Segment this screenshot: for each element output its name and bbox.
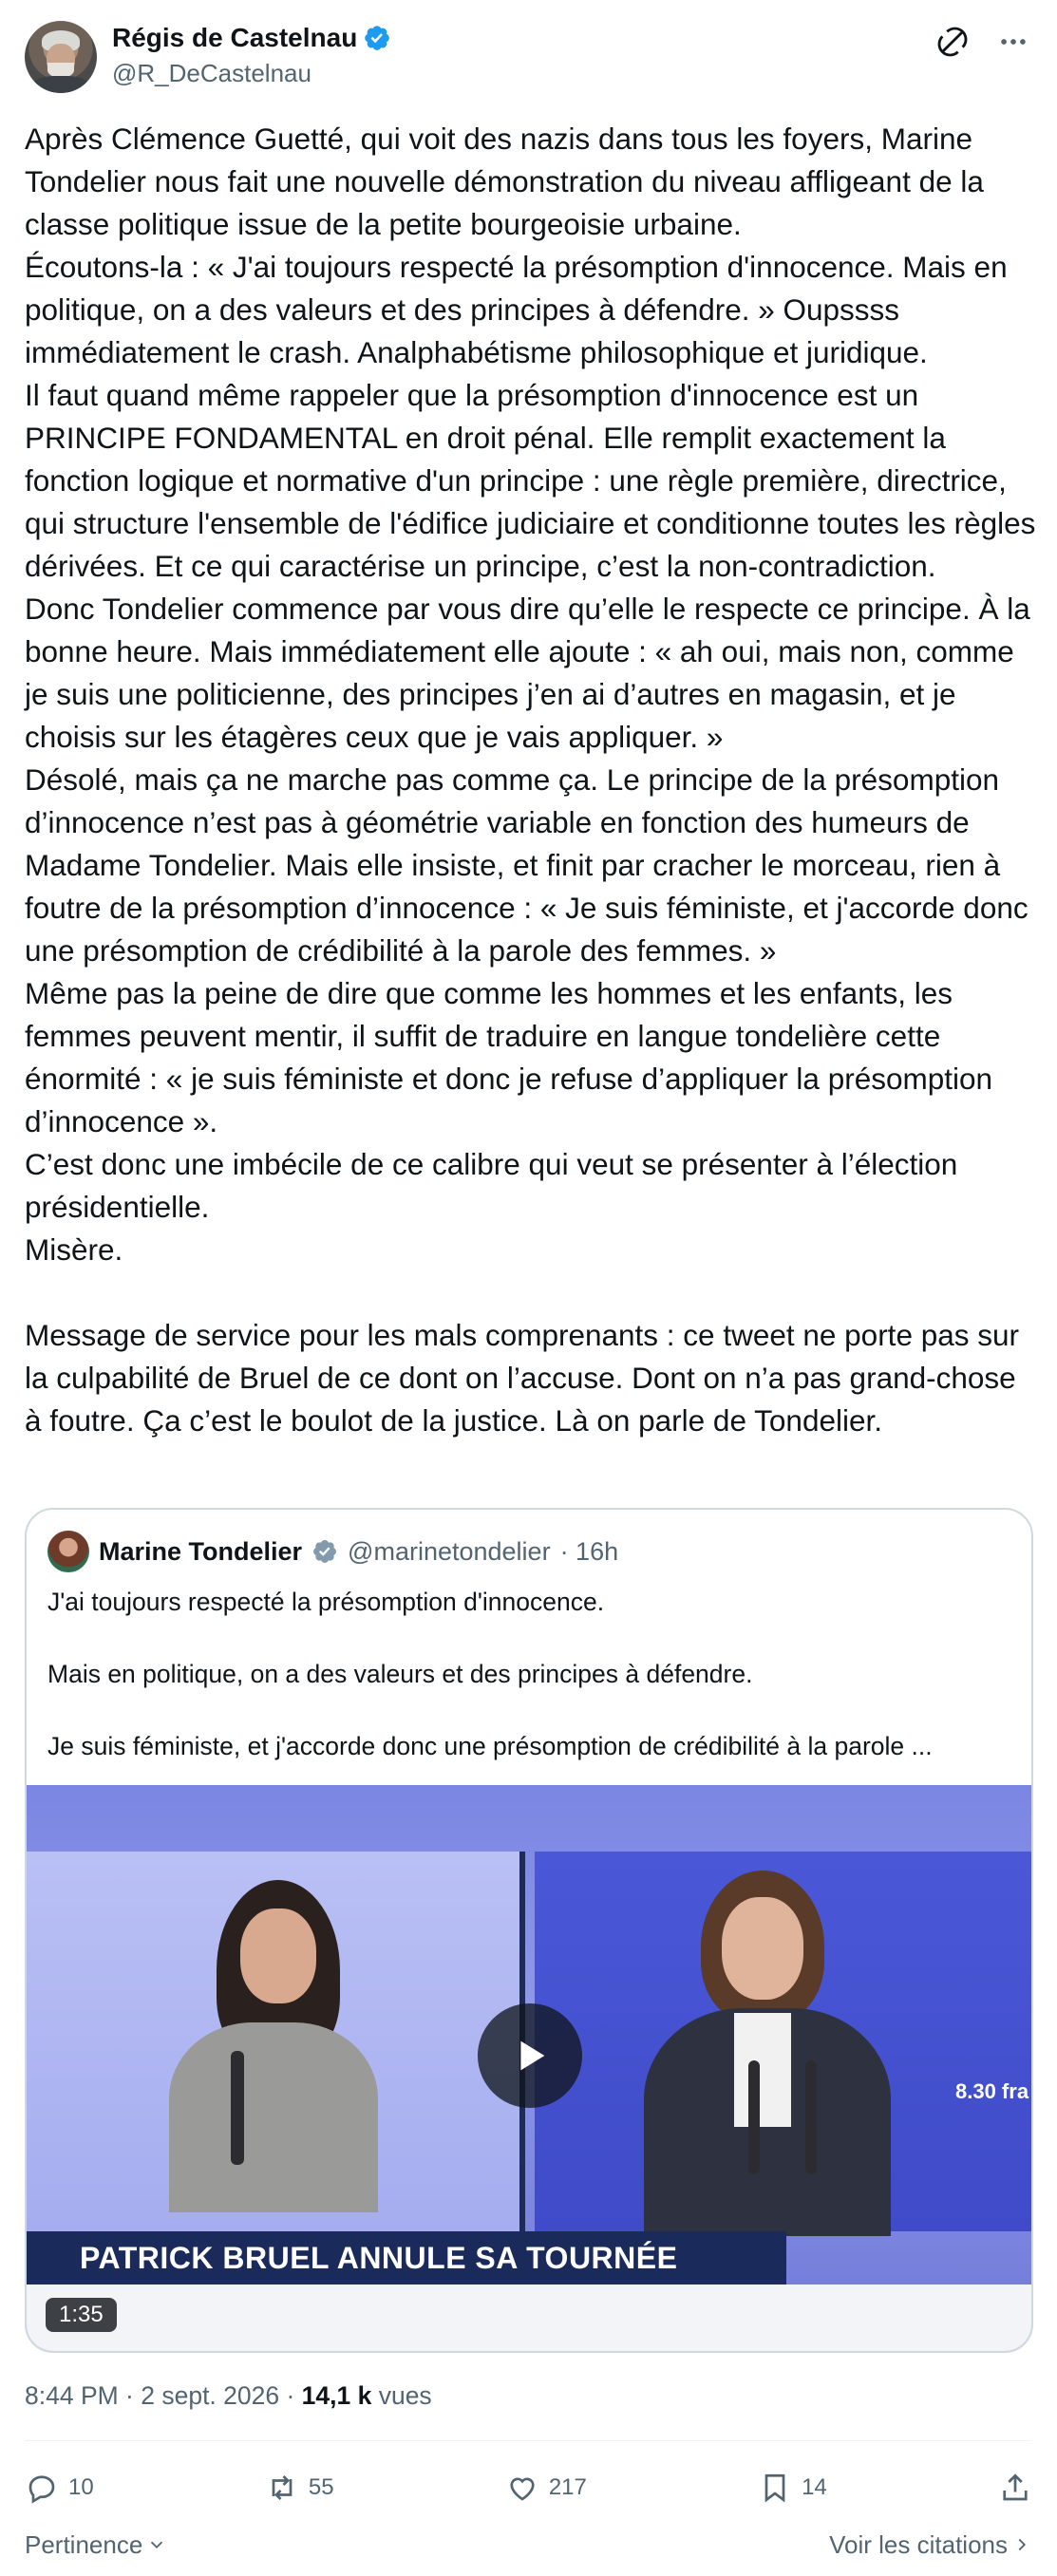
like-count: 217: [548, 2474, 587, 2500]
repost-count: 55: [308, 2474, 334, 2500]
view-quotes-link[interactable]: [829, 2530, 1032, 2560]
quoted-tweet-time: · 16h: [559, 1536, 619, 1566]
video-person-left: [150, 1880, 435, 2193]
video-lower-strip: [27, 2285, 1033, 2353]
reply-icon: [25, 2471, 59, 2505]
divider: [25, 2440, 1032, 2441]
tweet-meta: [25, 2381, 432, 2411]
views-count: 14,1 k: [301, 2381, 372, 2410]
quoted-paragraph: Mais en politique, on a des valeurs et des principes à défendre.: [47, 1660, 753, 1688]
verified-badge-icon: [363, 24, 391, 52]
quoted-author-avatar: [47, 1531, 89, 1572]
tweet-paragraph: Message de service pour les mals comprenants : ce tweet ne porte pas sur la culpabilité de Bruel de ce dont on l’accuse. Dont on n’a pas grand-chose à foutre. Ça c’est le boulot de la justice. Là on parle de Tondelier.: [25, 1318, 1028, 1438]
tweet-paragraph: C’est donc une imbécile de ce calibre qui veut se présenter à l’élection présidentielle.: [25, 1147, 967, 1224]
tweet-paragraph: Il faut quand même rappeler que la présomption d'innocence est un PRINCIPE FONDAMENTAL en droit pénal. Elle remplit exactement la fonction logique et normative d'un principe : une règle première, directrice, qui structure l'ensemble de l'édifice judiciaire et conditionne toutes les règles dérivées. Et ce qui caractérise un principe, c’est la non-contradiction.: [25, 378, 1045, 583]
share-icon: [998, 2471, 1032, 2505]
verified-badge-icon: [311, 1538, 338, 1565]
repost-icon: [265, 2471, 299, 2505]
microphone: [748, 2060, 760, 2174]
share-button[interactable]: [998, 2471, 1032, 2505]
quoted-paragraph: J'ai toujours respecté la présomption d'innocence.: [47, 1588, 605, 1616]
quoted-tweet[interactable]: [25, 1508, 1033, 2353]
sort-dropdown[interactable]: [25, 2530, 167, 2560]
play-button[interactable]: [478, 2003, 582, 2108]
bookmark-count: 14: [802, 2474, 827, 2500]
quoted-tweet-header: [47, 1531, 618, 1572]
video-duration: 1:35: [46, 2298, 117, 2332]
tweet-timestamp[interactable]: 8:44 PM · 2 sept. 2026 ·: [25, 2381, 302, 2410]
heart-icon: [505, 2471, 539, 2505]
tweet-paragraph-spacer: [25, 1271, 1036, 1314]
quoted-author-handle: @marinetondelier: [348, 1536, 551, 1566]
quoted-tweet-text: [47, 1584, 1011, 1800]
bookmark-button[interactable]: [758, 2471, 827, 2505]
author-block: [112, 23, 391, 88]
author-handle[interactable]: @R_DeCastelnau: [112, 59, 311, 87]
video-person-right: [615, 1871, 919, 2231]
tweet-paragraph: Désolé, mais ça ne marche pas comme ça. Le principe de la présomption d’innocence n’est pas à géométrie variable en fonction des humeurs de Madame Tondelier. Mais elle insiste, et finit par cracher le morceau, rien à foutre de la présomption d’innocence : « Je suis féministe, et j'accorde donc une présomption de crédibilité à la parole des femmes. »: [25, 762, 1037, 968]
views-label: vues: [371, 2381, 432, 2410]
repost-button[interactable]: [265, 2471, 334, 2505]
play-icon: [508, 2034, 552, 2078]
author-name[interactable]: Régis de Castelnau: [112, 23, 358, 52]
reply-count: 10: [68, 2474, 94, 2500]
bookmark-icon: [758, 2471, 792, 2505]
replies-footer: [25, 2524, 1032, 2566]
like-button[interactable]: [505, 2471, 587, 2505]
author-avatar[interactable]: [25, 21, 97, 93]
microphone: [805, 2060, 817, 2174]
tweet-paragraph: Après Clémence Guetté, qui voit des nazis dans tous les foyers, Marine Tondelier nous fait une nouvelle démonstration du niveau affligeant de la classe politique issue de la petite bourgeoisie urbaine.: [25, 122, 992, 241]
quoted-paragraph: Je suis féministe, et j'accorde donc une présomption de crédibilité à la parole ...: [47, 1732, 933, 1760]
quoted-video[interactable]: [27, 1785, 1033, 2353]
tweet-header: [25, 19, 1032, 95]
reply-button[interactable]: [25, 2471, 94, 2505]
view-quotes-label: Voir les citations: [829, 2529, 1008, 2559]
grok-icon[interactable]: [934, 23, 972, 61]
chevron-down-icon: [146, 2534, 167, 2555]
chevron-right-icon: [1011, 2534, 1032, 2555]
sort-label: Pertinence: [25, 2529, 143, 2559]
video-banner: PATRICK BRUEL ANNULE SA TOURNÉE: [27, 2231, 786, 2285]
tweet-paragraph: Écoutons-la : « J'ai toujours respecté la présomption d'innocence. Mais en politique, on a des valeurs et des principes à défendre. » Oupssss immédiatement le crash. Analphabétisme philosophique et juridique.: [25, 250, 1016, 369]
microphone: [231, 2051, 244, 2165]
tweet-paragraph: Misère.: [25, 1232, 123, 1267]
quoted-author-name: Marine Tondelier: [99, 1536, 303, 1566]
video-side-tag: 8.30 fra: [955, 2079, 1029, 2103]
tweet-text: [25, 118, 1045, 1442]
more-options-icon[interactable]: [994, 23, 1032, 61]
tweet-paragraph: Donc Tondelier commence par vous dire qu’elle le respecte ce principe. À la bonne heure. Mais immédiatement elle ajoute : « ah oui, mais non, comme je suis une politicienne, des principes j’en ai d’autres en magasin, et je choisis sur les étagères ceux que je vais appliquer. »: [25, 592, 1039, 754]
tweet-actions: [25, 2459, 1032, 2516]
tweet-paragraph: Même pas la peine de dire que comme les hommes et les enfants, les femmes peuvent mentir, il suffit de traduire en langue tondelière cette énormité : « je suis féministe et donc je refuse d’appliquer la présomption d’innocence ».: [25, 976, 1001, 1138]
